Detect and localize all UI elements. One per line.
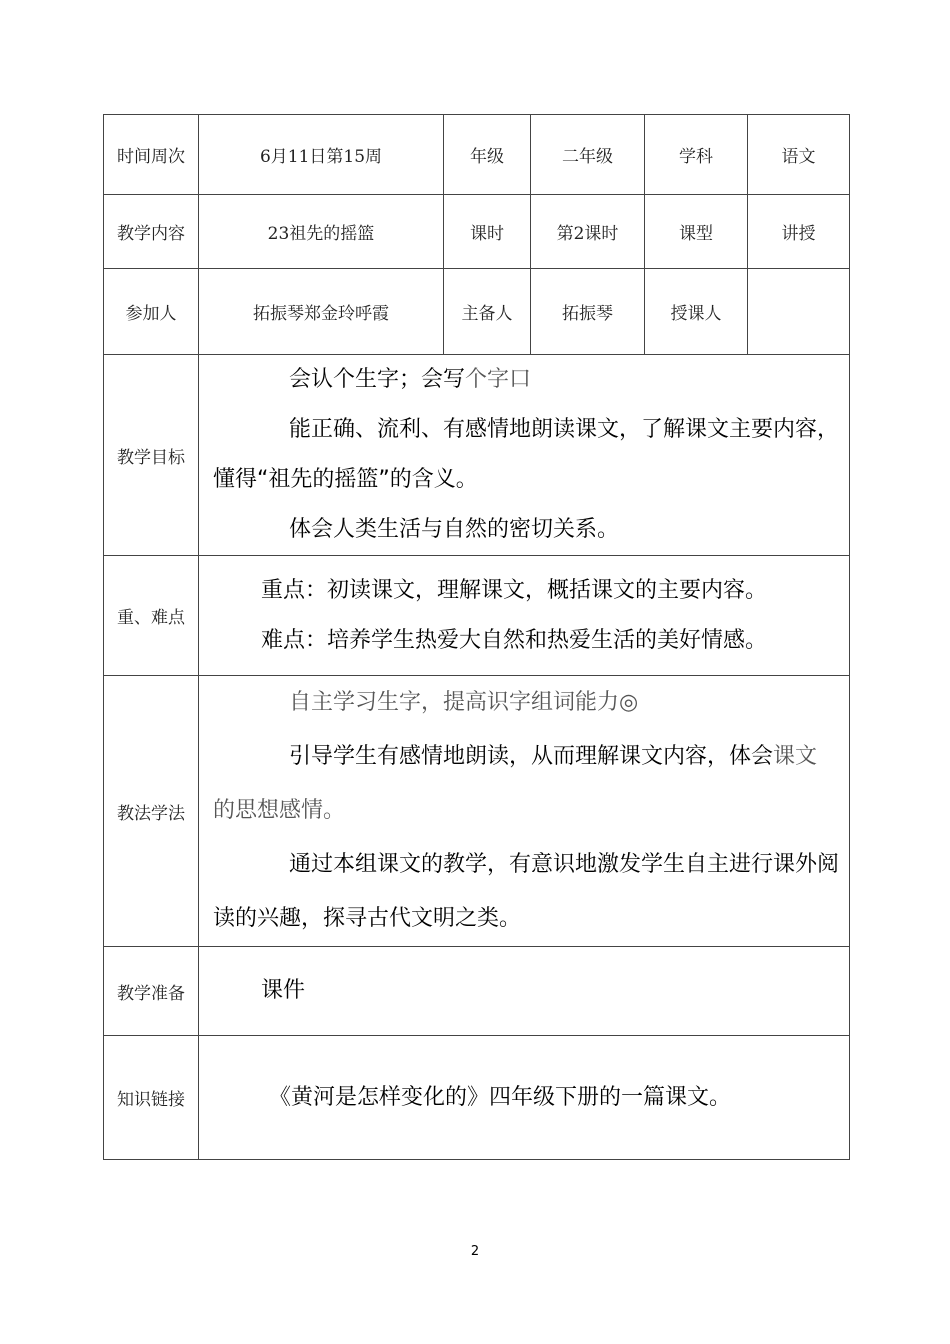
method-line-2: 引导学生有感情地朗读，从而理解课文内容，体会课文的思想感情。 <box>213 744 818 823</box>
table-row <box>104 115 850 195</box>
methods-content <box>199 676 850 947</box>
table-row <box>104 269 850 355</box>
knowledge-link-content <box>199 1036 850 1160</box>
table-row <box>104 676 850 947</box>
period-value: 第2课时 <box>531 195 645 269</box>
key-points-label: 重、难点 <box>104 556 199 676</box>
type-label: 课型 <box>645 195 748 269</box>
difficulty-line: 难点：培养学生热爱大自然和热爱生活的美好情感。 <box>261 627 768 653</box>
lesson-plan-table <box>103 114 850 1160</box>
method-line-1: 自主学习生字，提高识字组词能力◎ <box>289 690 639 715</box>
type-value: 讲授 <box>748 195 850 269</box>
grade-value: 二年级 <box>531 115 645 195</box>
table-row <box>104 355 850 556</box>
time-label: 时间周次 <box>104 115 199 195</box>
participants-value: 拓振琴郑金玲呼霞 <box>199 269 444 355</box>
teacher-value <box>748 269 850 355</box>
preparation-content <box>199 947 850 1036</box>
content-label: 教学内容 <box>104 195 199 269</box>
content-value: 23祖先的摇篮 <box>199 195 444 269</box>
table-row <box>104 556 850 676</box>
goal-line-2: 能正确、流利、有感情地朗读课文，了解课文主要内容，懂得“祖先的摇篮”的含义。 <box>213 417 840 492</box>
table-row <box>104 1036 850 1160</box>
table-row <box>104 195 850 269</box>
subject-label: 学科 <box>645 115 748 195</box>
table-row <box>104 947 850 1036</box>
knowledge-link-label: 知识链接 <box>104 1036 199 1160</box>
goals-label: 教学目标 <box>104 355 199 556</box>
goal-line-3: 体会人类生活与自然的密切关系。 <box>289 517 620 542</box>
goals-content <box>199 355 850 556</box>
goal-line-1: 会认个生字；会写个字口 <box>289 367 532 392</box>
key-points-content <box>199 556 850 676</box>
key-point-line: 重点：初读课文，理解课文，概括课文的主要内容。 <box>261 577 768 603</box>
preparation-label: 教学准备 <box>104 947 199 1036</box>
participants-label: 参加人 <box>104 269 199 355</box>
lead-preparer-label: 主备人 <box>444 269 531 355</box>
knowledge-link-value: 《黄河是怎样变化的》四年级下册的一篇课文。 <box>269 1084 732 1110</box>
page-number: 2 <box>470 1244 480 1259</box>
methods-label: 教法学法 <box>104 676 199 947</box>
method-line-3: 通过本组课文的教学，有意识地激发学生自主进行课外阅读的兴趣，探寻古代文明之类。 <box>213 852 840 931</box>
period-label: 课时 <box>444 195 531 269</box>
preparation-value: 课件 <box>261 978 306 1003</box>
time-value: 6月11日第15周 <box>199 115 444 195</box>
grade-label: 年级 <box>444 115 531 195</box>
teacher-label: 授课人 <box>645 269 748 355</box>
lead-preparer-value: 拓振琴 <box>531 269 645 355</box>
subject-value: 语文 <box>748 115 850 195</box>
